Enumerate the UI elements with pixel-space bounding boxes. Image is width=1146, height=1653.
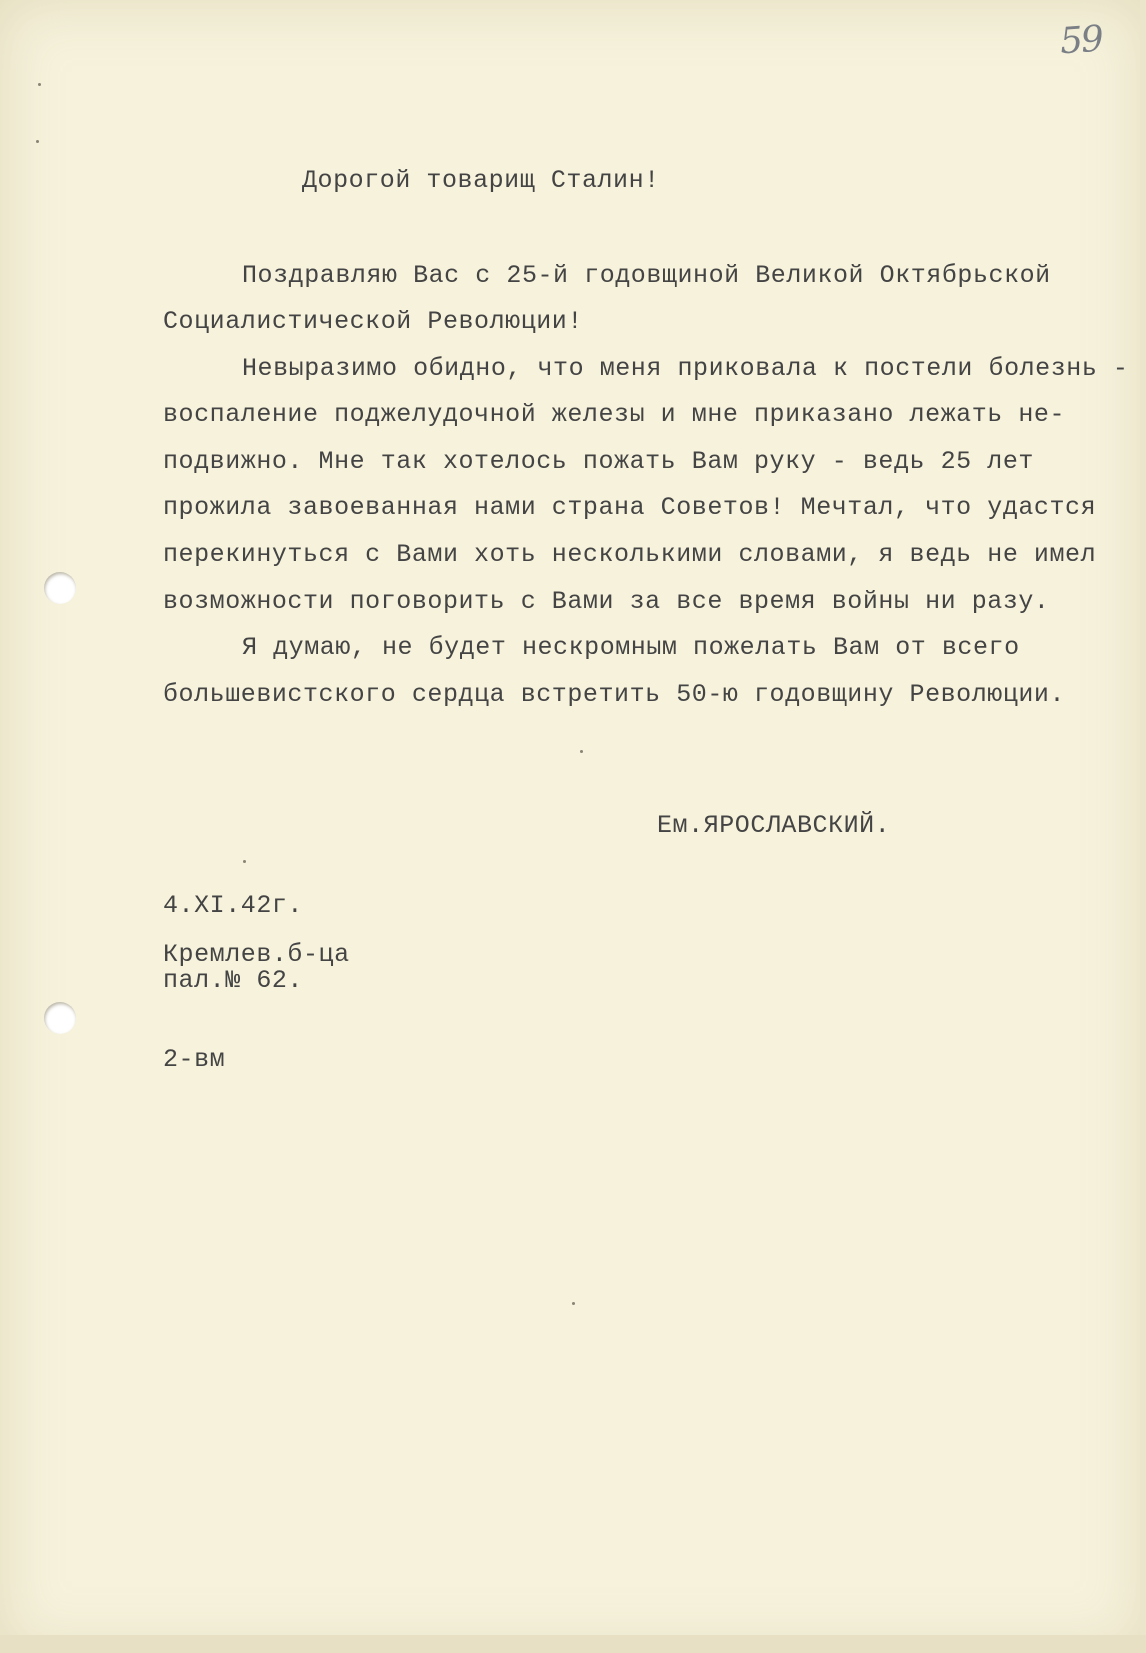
body-line: прожила завоеванная нами страна Советов! Мечтал, что удастся [163,493,1097,522]
copies-note: 2-вм [163,1045,226,1074]
body-line: подвижно. Мне так хотелось пожать Вам руку - ведь 25 лет [163,447,1034,476]
page-edge [1140,0,1146,1653]
body-line: Невыразимо обидно, что меня приковала к постели болезнь - [242,354,1129,383]
page-edge-bottom [0,1635,1146,1653]
letter-date: 4.XI.42г. [163,891,303,920]
paper-speck [243,860,246,863]
body-line: Поздравляю Вас с 25-й годовщиной Великой Октябрьской [242,261,1051,290]
body-line: Социалистической Революции! [163,307,583,336]
address-line: Кремлев.б-ца [163,940,350,969]
paper-speck [572,1302,575,1305]
address-line: пал.№ 62. [163,966,303,995]
paper-speck [36,140,39,143]
paper-speck [38,83,41,86]
page-number: 59 [1058,18,1104,63]
body-line: возможности поговорить с Вами за все время войны ни разу. [163,587,1050,616]
body-line: воспаление поджелудочной железы и мне приказано лежать не- [163,400,1066,429]
body-line: перекинуться с Вами хоть несколькими словами, я ведь не имел [163,540,1097,569]
body-line: большевистского сердца встретить 50-ю годовщину Революции. [163,680,1066,709]
signature: Ем.ЯРОСЛАВСКИЙ. [657,811,891,840]
paper-speck [580,750,583,753]
punch-hole-bottom [44,1002,76,1034]
letter-salutation: Дорогой товарищ Сталин! [302,166,660,195]
body-line: Я думаю, не будет нескромным пожелать Вам от всего [242,633,1020,662]
punch-hole-top [44,572,76,604]
